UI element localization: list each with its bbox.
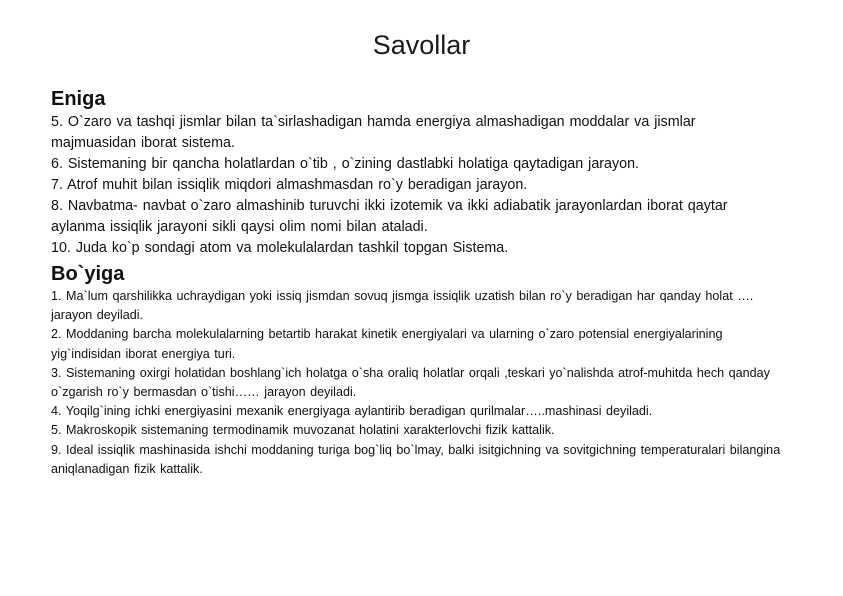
questions-content [51, 86, 781, 479]
question-item: 4. Yoqilg`ining ichki energiyasini mexanik energiyaga aylantirib beradigan qurilmalar…..mashinasi deyiladi. [51, 404, 653, 419]
slide-title: Savollar [372, 30, 471, 60]
question-item: 9. Ideal issiqlik mashinasida ishchi moddaning turiga bog`liq bo`lmay, balki isitgichning va sovitgichning temperaturalari bilangina aniqlanadigan fizik kattalik. [51, 442, 781, 476]
question-item: 1. Ma`lum qarshilikka uchraydigan yoki issiq jismdan sovuq jismga issiqlik uzatish bilan ro`y beradigan har qanday holat …. jarayon deyiladi. [51, 289, 754, 323]
question-item: 3. Sistemaning oxirgi holatidan boshlang`ich holatga o`sha oraliq holatlar orqali ,teskari yo`nalishda atrof-muhitda hech qanday o`zgarish ro`y bermasdan o`tishi…… jarayon deyiladi. [51, 365, 770, 400]
section-heading-boyiga: Bo`yiga [51, 263, 125, 285]
section-heading-eniga: Eniga [51, 88, 106, 110]
question-item: 5. Makroskopik sistemaning termodinamik muvozanat holatini xarakterlovchi fizik kattalik. [51, 423, 555, 438]
section-eniga-list [51, 112, 781, 259]
section-boyiga-list [51, 287, 781, 479]
question-item: 8. Navbatma- navbat o`zaro almashinib turuvchi ikki izotemik va ikki adiabatik jarayonlardan iborat qaytar aylanma issiqlik jarayoni sikli qaysi olim nomi bilan ataladi. [51, 198, 728, 235]
question-item: 7. Atrof muhit bilan issiqlik miqdori almashmasdan ro`y beradigan jarayon. [51, 177, 528, 193]
question-item: 5. O`zaro va tashqi jismlar bilan ta`sirlashadigan hamda energiya almashadigan moddalar va jismlar majmuasidan iborat sistema. [51, 114, 696, 151]
question-item: 6. Sistemaning bir qancha holatlardan o`tib , o`zining dastlabki holatiga qaytadigan jarayon. [51, 156, 640, 172]
question-item: 10. Juda ko`p sondagi atom va molekulalardan tashkil topgan Sistema. [51, 240, 509, 256]
question-item: 2. Moddaning barcha molekulalarning betartib harakat kinetik energiyalari va ularning o`zaro potensial energiyalarining yig`indisidan iborat energiya turi. [51, 327, 723, 361]
